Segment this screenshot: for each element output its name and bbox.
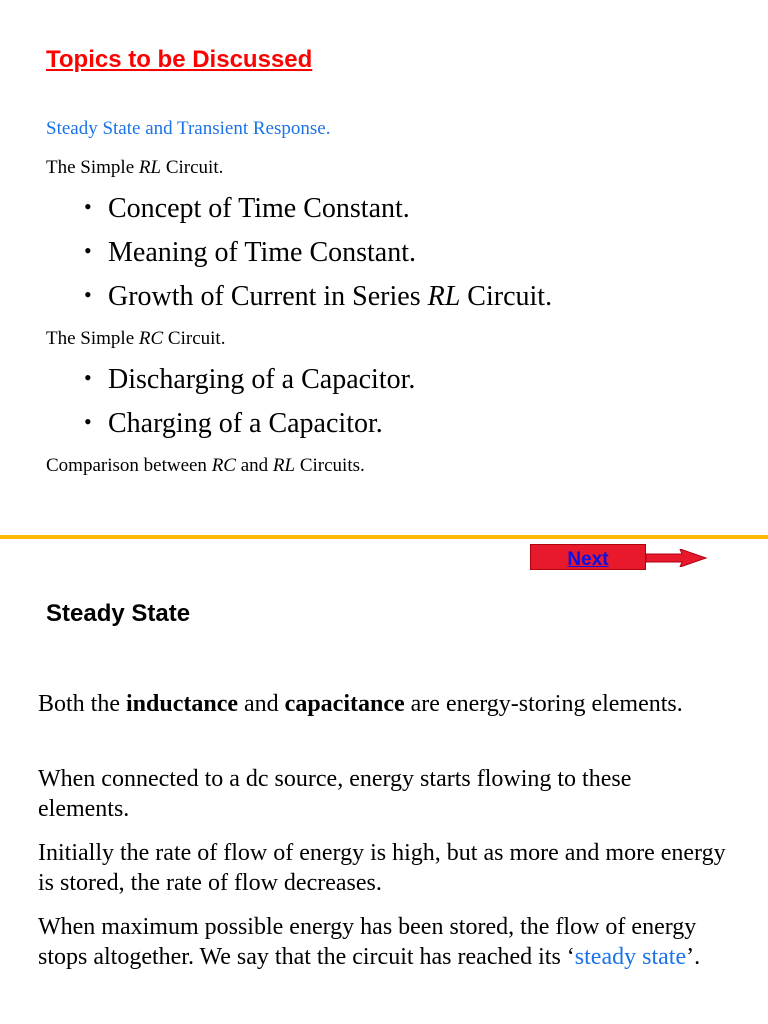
para-bold-inductance: inductance (126, 691, 239, 717)
list-item (84, 193, 410, 225)
list-item-text: Charging of a Capacitor. (108, 408, 383, 439)
list-item-text: Discharging of a Capacitor. (108, 364, 416, 395)
rl-heading-em: RL (138, 157, 162, 178)
rc-heading-text-end: Circuit. (163, 328, 226, 349)
list-item-text: Growth of Current in Series (108, 281, 428, 312)
list-item (84, 237, 416, 269)
bullet-icon: • (84, 194, 92, 219)
paragraph-steady-state (38, 912, 728, 972)
bullet-icon: • (84, 282, 92, 307)
para-text-end: ’. (686, 944, 701, 970)
comparison-line (46, 455, 365, 477)
para-text: Both the (38, 691, 126, 717)
rc-heading-em: RC (138, 328, 164, 349)
rl-heading-text: The Simple (46, 157, 139, 178)
list-item-text: Meaning of Time Constant. (108, 237, 417, 268)
list-item-em: RL (427, 281, 461, 312)
list-item-text-end: Circuit. (460, 281, 553, 312)
rc-circuit-heading (46, 328, 225, 350)
list-item (84, 281, 552, 313)
next-button[interactable] (530, 544, 646, 570)
comparison-em-rc: RC (211, 455, 236, 476)
rl-circuit-heading (46, 157, 223, 179)
next-button-label: Next (567, 549, 609, 570)
bullet-icon: • (84, 238, 92, 263)
steady-state-term-link[interactable]: steady state (574, 944, 687, 970)
comparison-text-end: Circuits. (295, 455, 365, 476)
comparison-text: Comparison between (46, 455, 212, 476)
paragraph-dc-source: When connected to a dc source, energy starts flowing to these elements. (38, 766, 632, 822)
para-bold-capacitance: capacitance (284, 691, 405, 717)
slide-divider (0, 535, 768, 539)
comparison-text-mid: and (235, 455, 273, 476)
rl-heading-text-end: Circuit. (161, 157, 224, 178)
comparison-em-rl: RL (272, 455, 296, 476)
steady-state-link[interactable]: Steady State and Transient Response. (46, 118, 331, 139)
list-item-text: Concept of Time Constant. (108, 193, 410, 224)
list-item (84, 408, 383, 440)
list-item (84, 364, 415, 396)
arrow-right-icon[interactable] (646, 549, 708, 567)
paragraph-rate-of-flow: Initially the rate of flow of energy is high, but as more and more energy is stored, the rate of flow decreases. (38, 840, 726, 896)
para-text: and (238, 691, 285, 717)
rc-heading-text: The Simple (46, 328, 139, 349)
slide-title: Topics to be Discussed (46, 46, 313, 73)
steady-state-heading: Steady State (46, 600, 191, 627)
para-text: are energy-storing elements. (404, 691, 683, 717)
para-text: When maximum possible energy has been stored, the flow of energy stops altogether. We say that the circuit has reached its ‘ (38, 914, 697, 970)
bullet-icon: • (84, 409, 92, 434)
bullet-icon: • (84, 365, 92, 390)
paragraph-energy-storing (38, 689, 728, 719)
